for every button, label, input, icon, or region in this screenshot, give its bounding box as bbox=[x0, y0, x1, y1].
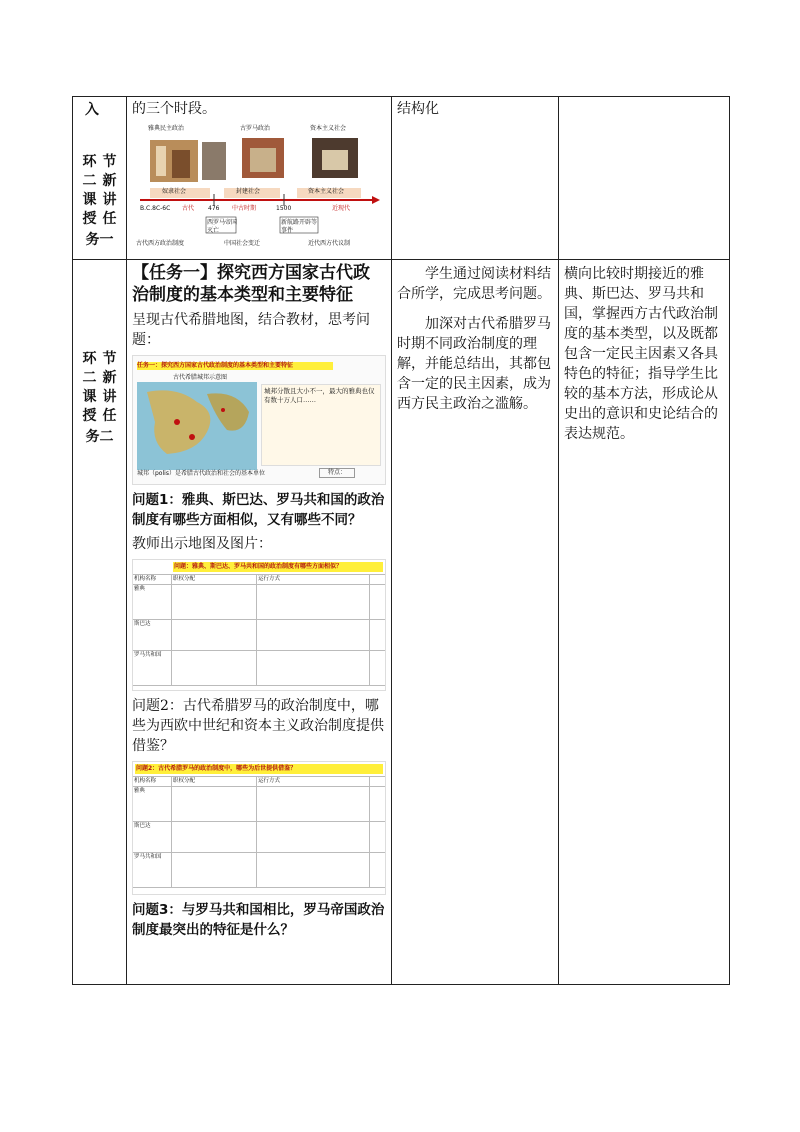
content-text: 的三个时段。 bbox=[132, 101, 216, 117]
timeline-year: 1500 bbox=[276, 205, 292, 212]
table1-group: 雅典 bbox=[133, 585, 172, 619]
content-cell-2 bbox=[127, 260, 392, 985]
table1-header: 问题：雅典、斯巴达、罗马共和国的政治制度有哪些方面相似？ bbox=[173, 562, 383, 572]
stage-suffix: 务一 bbox=[85, 232, 114, 248]
content-cell-1 bbox=[127, 97, 392, 260]
student-activity: 结构化 bbox=[397, 101, 439, 117]
timeline-era: 封建社会 bbox=[236, 188, 261, 195]
stage-char: 任 bbox=[102, 211, 117, 227]
stage-char: 课 bbox=[82, 192, 97, 208]
stage-entry: 入 bbox=[85, 102, 99, 118]
student-activity-1: 学生通过阅读材料结合所学，完成思考问题。 bbox=[397, 266, 551, 302]
timeline-event: 西罗马帝国灭亡 bbox=[207, 219, 238, 234]
stage-char: 授 bbox=[82, 211, 97, 227]
timeline-period: 古代 bbox=[182, 205, 195, 212]
timeline-event: 新航路开辟等事件 bbox=[281, 219, 318, 234]
question-1: 问题1：雅典、斯巴达、罗马共和国的政治制度有哪些方面相似，又有哪些不同？ bbox=[132, 492, 385, 528]
table1-group: 罗马共和国 bbox=[133, 651, 172, 685]
student-activity-2: 加深对古代希腊罗马时期不同政治制度的理解，并能总结出，其都包含一定的民主因素，成为西方民主政治之滥觞。 bbox=[397, 316, 551, 412]
stage-char: 任 bbox=[102, 408, 117, 424]
table2-group: 罗马共和国 bbox=[133, 853, 172, 887]
design-intent: 横向比较时期接近的雅典、斯巴达、罗马共和国，掌握西方古代政治制度的基本类型，以及既都包含一定民主因素又各具特色的特征；指导学生比较的基本方法，形成论从史出的意识和史论结合的表达规范。 bbox=[564, 266, 718, 442]
greece-map-image bbox=[132, 355, 386, 485]
timeline-note: 中国社会变迁 bbox=[224, 240, 261, 247]
stage-char: 讲 bbox=[102, 389, 117, 405]
table2-col: 职权分配 bbox=[172, 777, 257, 786]
stage-char: 授 bbox=[82, 408, 97, 424]
timeline-period: 近现代 bbox=[332, 205, 351, 212]
stage-char: 新 bbox=[102, 173, 117, 189]
timeline-caption: 古罗马政治 bbox=[240, 125, 271, 132]
task-title: 【任务一】探究西方国家古代政治制度的基本类型和主要特征 bbox=[132, 263, 370, 305]
timeline-image bbox=[132, 124, 386, 252]
stage-char: 节 bbox=[102, 351, 117, 367]
painting-thumb-2 bbox=[202, 142, 226, 180]
timeline-note: 近代西方代议制 bbox=[308, 240, 351, 247]
stage-char: 节 bbox=[102, 154, 117, 170]
stage-cell-1 bbox=[73, 97, 127, 260]
stage-char: 新 bbox=[102, 370, 117, 386]
question-2: 问题2：古代希腊罗马的政治制度中，哪些为西欧中世纪和资本主义政治制度提供借鉴？ bbox=[132, 698, 384, 754]
timeline-year: 476 bbox=[208, 205, 220, 212]
map-header: 任务一：探究西方国家古代政治制度的基本类型和主要特征 bbox=[137, 362, 333, 370]
comparison-table-image-1 bbox=[132, 559, 386, 691]
table2-group: 雅典 bbox=[133, 787, 172, 821]
stage-char: 二 bbox=[82, 370, 97, 386]
teacher-note: 教师出示地图及图片： bbox=[132, 536, 272, 552]
timeline-caption: 资本主义社会 bbox=[310, 125, 347, 132]
table2-group: 斯巴达 bbox=[133, 822, 172, 852]
map-quote: 城邦分散且大小不一，最大的雅典也仅有数十万人口…… bbox=[264, 387, 375, 404]
table2-header: 问题2：古代希腊罗马的政治制度中，哪些为后世提供借鉴？ bbox=[135, 764, 383, 774]
comparison-table-image-2 bbox=[132, 761, 386, 895]
greece-map bbox=[137, 382, 257, 470]
table-row-2 bbox=[73, 260, 730, 985]
table1-col: 机构名称 bbox=[133, 575, 172, 584]
question-3: 问题3：与罗马共和国相比，罗马帝国政治制度最突出的特征是什么？ bbox=[132, 902, 385, 938]
intent-cell-2 bbox=[559, 260, 730, 985]
table1-col: 运行方式 bbox=[257, 575, 370, 584]
timeline-era: 资本主义社会 bbox=[308, 188, 345, 195]
timeline-note: 古代西方政治制度 bbox=[136, 240, 185, 247]
timeline-year: B.C.8C-6C bbox=[140, 205, 171, 212]
map-footer: 城邦（polis）是希腊古代政治和社会的基本单位 bbox=[137, 470, 265, 477]
lesson-plan-table bbox=[72, 96, 730, 985]
map-feature-label: 特点： bbox=[319, 468, 355, 478]
stage-cell-2 bbox=[73, 260, 127, 985]
timeline-period: 中古时期 bbox=[232, 205, 257, 212]
stage-char: 课 bbox=[82, 389, 97, 405]
timeline-caption: 雅典民主政治 bbox=[148, 125, 185, 132]
stage-char: 二 bbox=[82, 173, 97, 189]
stage-char: 环 bbox=[82, 154, 97, 170]
table1-col: 职权分配 bbox=[172, 575, 257, 584]
task-intro: 呈现古代希腊地图，结合教材，思考问题： bbox=[132, 312, 370, 348]
activity-cell-2 bbox=[392, 260, 559, 985]
stage-char: 环 bbox=[82, 351, 97, 367]
stage-char: 讲 bbox=[102, 192, 117, 208]
map-subheader: 古代希腊城邦示意图 bbox=[173, 374, 228, 381]
table1-group: 斯巴达 bbox=[133, 620, 172, 650]
timeline-era: 奴隶社会 bbox=[162, 188, 187, 195]
table2-col: 运行方式 bbox=[257, 777, 370, 786]
activity-cell-1 bbox=[392, 97, 559, 260]
table-row-1 bbox=[73, 97, 730, 260]
table2-col: 机构名称 bbox=[133, 777, 172, 786]
intent-cell-1 bbox=[559, 97, 730, 260]
stage-suffix: 务二 bbox=[85, 429, 114, 445]
